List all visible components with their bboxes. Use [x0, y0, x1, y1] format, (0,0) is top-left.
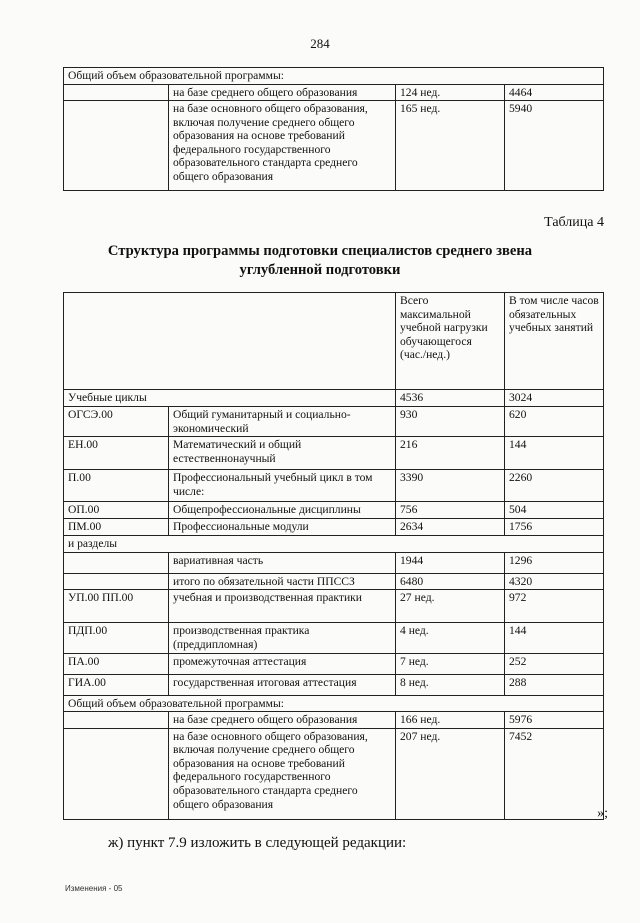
table-row [64, 590, 604, 623]
table-label: Таблица 4 [544, 215, 604, 230]
row-code: ПА.00 [64, 654, 169, 675]
row-max: 8 нед. [396, 675, 505, 696]
row-max: 2634 [396, 519, 505, 536]
row-max: 216 [396, 437, 505, 470]
row-max: 6480 [396, 574, 505, 590]
header-mandatory: В том числе часов обязательных учебных занятий [505, 293, 604, 390]
row-code-empty [64, 711, 169, 728]
cycles-max: 4536 [396, 390, 505, 407]
top-volume-label: на базе основного общего образования, включая получение среднего общего образования на основе требований федерального государственного образовательного стандарта среднего общего образования [169, 101, 396, 191]
table-row [64, 654, 604, 675]
row-mandatory: 972 [505, 590, 604, 623]
row-name: учебная и производственная практики [169, 590, 396, 623]
header-empty-cell [64, 293, 396, 390]
row-mandatory: 288 [505, 675, 604, 696]
row-code: П.00 [64, 470, 169, 502]
row-name: производственная практика (преддипломная) [169, 623, 396, 654]
top-volume-weeks: 124 нед. [396, 85, 505, 101]
volume-header: Общий объем образовательной программы: [64, 696, 604, 712]
table-row [64, 519, 604, 536]
table-row [64, 407, 604, 437]
table-row [64, 675, 604, 696]
row-name: государственная итоговая аттестация [169, 675, 396, 696]
top-volume-hours: 5940 [505, 101, 604, 191]
row-mandatory: 144 [505, 623, 604, 654]
footer-note: Изменения - 05 [65, 884, 123, 893]
volume-hours: 5976 [505, 711, 604, 728]
top-volume-header: Общий объем образовательной программы: [64, 68, 604, 85]
table-title [0, 242, 640, 280]
quote-end: »; [597, 806, 608, 821]
row-mandatory: 620 [505, 407, 604, 437]
table-row [64, 623, 604, 654]
row-code: ПМ.00 [64, 519, 169, 536]
volume-weeks: 166 нед. [396, 711, 505, 728]
row-max: 27 нед. [396, 590, 505, 623]
row-mandatory: 252 [505, 654, 604, 675]
row-max: 756 [396, 502, 505, 519]
row-name: Профессиональные модули [169, 519, 396, 536]
row-max: 4 нед. [396, 623, 505, 654]
volume-hours: 7452 [505, 728, 604, 819]
page-number: 284 [310, 36, 330, 51]
table-row [64, 437, 604, 470]
row-code: ОГСЭ.00 [64, 407, 169, 437]
row-mandatory: 1296 [505, 553, 604, 574]
row-code: УП.00 ПП.00 [64, 590, 169, 623]
row-code-empty [64, 574, 169, 590]
row-code: ЕН.00 [64, 437, 169, 470]
row-mandatory: 504 [505, 502, 604, 519]
row-mandatory: 2260 [505, 470, 604, 502]
top-volume-label: на базе среднего общего образования [169, 85, 396, 101]
row-mandatory: 1756 [505, 519, 604, 536]
row-mandatory: 144 [505, 437, 604, 470]
top-volume-weeks: 165 нед. [396, 101, 505, 191]
table-row [64, 553, 604, 574]
row-code: ГИА.00 [64, 675, 169, 696]
row-code: ПДП.00 [64, 623, 169, 654]
top-volume-hours: 4464 [505, 85, 604, 101]
sections-empty-cell [396, 536, 604, 553]
row-name: итого по обязательной части ППССЗ [169, 574, 396, 590]
cycles-mandatory: 3024 [505, 390, 604, 407]
volume-weeks: 207 нед. [396, 728, 505, 819]
row-max: 7 нед. [396, 654, 505, 675]
top-volume-empty-cell [64, 101, 169, 191]
row-code-empty [64, 728, 169, 819]
volume-label: на базе среднего общего образования [169, 711, 396, 728]
row-name: вариативная часть [169, 553, 396, 574]
row-name: Общий гуманитарный и социально-экономический [169, 407, 396, 437]
row-code: ОП.00 [64, 502, 169, 519]
row-name: Общепрофессиональные дисциплины [169, 502, 396, 519]
top-volume-table [63, 67, 604, 191]
table-row [64, 711, 604, 728]
amendment-item: ж) пункт 7.9 изложить в следующей редакции: [108, 835, 407, 851]
row-mandatory: 4320 [505, 574, 604, 590]
cycles-label: Учебные циклы [64, 390, 396, 407]
row-name: Математический и общий естественнонаучный [169, 437, 396, 470]
table-row [64, 470, 604, 502]
row-name: Профессиональный учебный цикл в том числе: [169, 470, 396, 502]
table-row [64, 502, 604, 519]
row-max: 3390 [396, 470, 505, 502]
table-title-line: углубленной подготовки [239, 262, 401, 278]
row-max: 930 [396, 407, 505, 437]
row-max: 1944 [396, 553, 505, 574]
volume-label: на базе основного общего образования, включая получение среднего общего образования на основе требований федерального государственного образовательного стандарта среднего общего образования [169, 728, 396, 819]
sections-label: и разделы [64, 536, 396, 553]
table-row [64, 574, 604, 590]
top-volume-empty-cell [64, 85, 169, 101]
table-title-line: Структура программы подготовки специалистов среднего звена [107, 243, 533, 259]
table-row [64, 728, 604, 819]
row-name: промежуточная аттестация [169, 654, 396, 675]
structure-table [63, 292, 604, 820]
header-max-load: Всего максимальной учебной нагрузки обучающегося (час./нед.) [396, 293, 505, 390]
row-code-empty [64, 553, 169, 574]
